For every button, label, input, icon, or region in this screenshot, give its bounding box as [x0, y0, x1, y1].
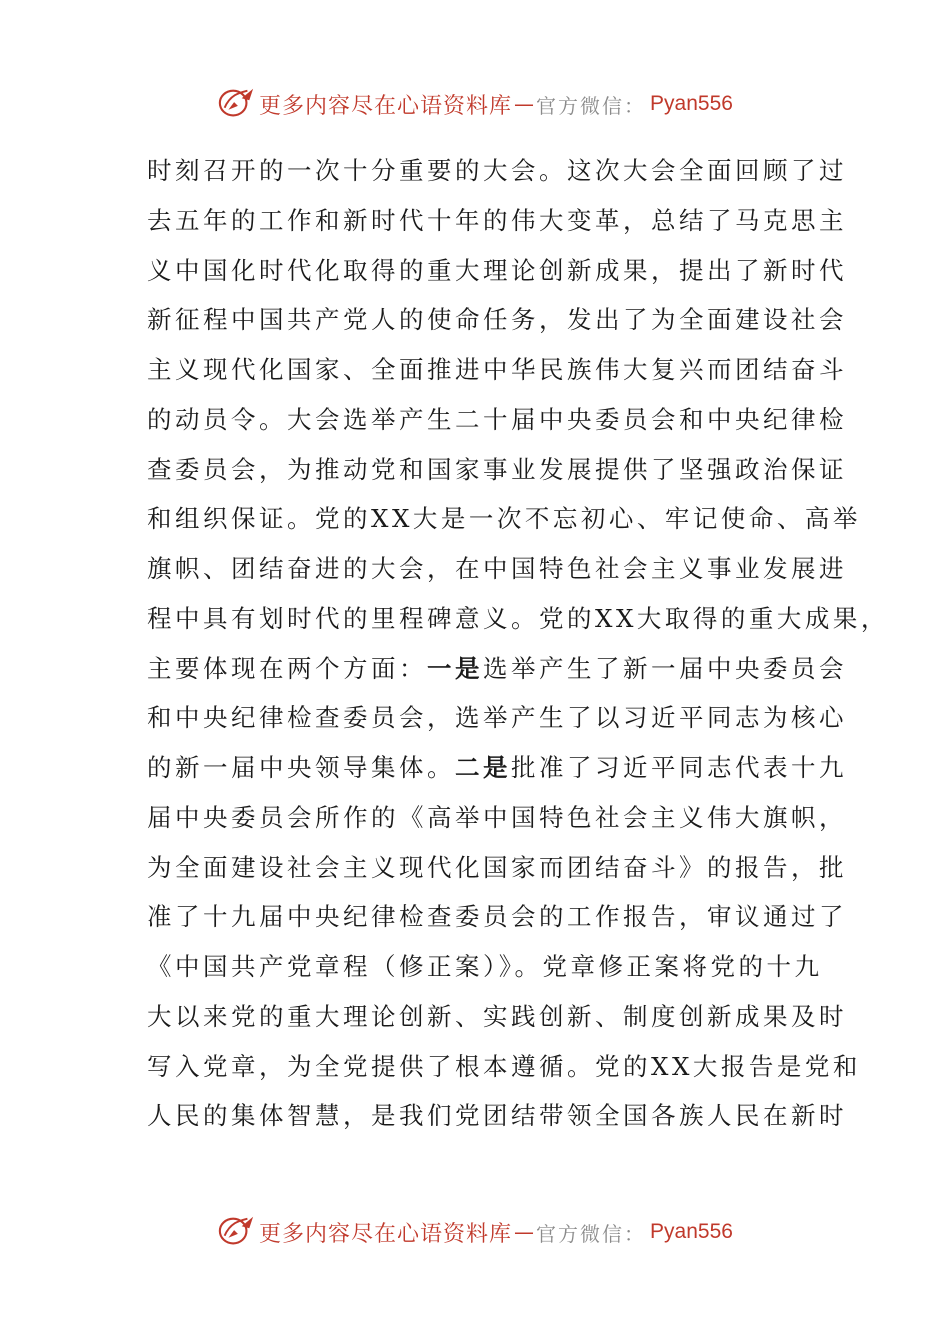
text-line: 届中央委员会所作的《高举中国特色社会主义伟大旗帜， [147, 802, 847, 832]
pen-logo-icon [217, 1213, 255, 1251]
text-line: 时刻召开的一次十分重要的大会。这次大会全面回顾了过 [147, 156, 847, 185]
text-line: 大以来党的重大理论创新、实践创新、制度创新成果及时 [147, 1001, 847, 1031]
text-segment: 主要体现在两个方面： [147, 653, 427, 683]
text-line: 查委员会，为推动党和国家事业发展提供了坚强政治保证 [147, 454, 847, 484]
text-segment: 批准了习近平同志代表十九 [511, 753, 847, 782]
text-line: 人民的集体智慧，是我们党团结带领全国各族人民在新时 [147, 1101, 847, 1131]
footer-wechat-label: 官方微信： [536, 1221, 647, 1246]
text-line: 的动员令。大会选举产生二十届中央委员会和中央纪律检 [147, 404, 847, 434]
text-line: 旗帜、团结奋进的大会，在中国特色社会主义事业发展进 [147, 554, 847, 583]
text-line [147, 743, 847, 793]
emphasis-marker: 二是 [455, 753, 511, 782]
pen-logo-icon [217, 85, 255, 123]
emphasis-marker: 一是 [427, 653, 483, 683]
text-line: 去五年的工作和新时代十年的伟大变革，总结了马克思主 [147, 205, 847, 235]
text-line: 和组织保证。党的XX大是一次不忘初心、牢记使命、高举 [147, 504, 861, 534]
text-line: 程中具有划时代的里程碑意义。党的XX大取得的重大成果， [147, 603, 889, 633]
header-brand: 更多内容尽在心语资料库 [259, 93, 513, 119]
header-wechat-id: Pyan556 [650, 92, 733, 115]
text-line [147, 644, 847, 694]
text-line: 和中央纪律检查委员会，选举产生了以习近平同志为核心 [147, 703, 847, 733]
footer-brand: 更多内容尽在心语资料库 [259, 1221, 513, 1247]
header-wechat-label: 官方微信： [536, 93, 647, 118]
footer-banner [0, 1210, 950, 1254]
footer-dash: — [514, 1220, 535, 1244]
text-line: 新征程中国共产党人的使命任务，发出了为全面建设社会 [147, 305, 847, 335]
text-line: 《中国共产党章程（修正案）》。党章修正案将党的十九 [147, 952, 823, 981]
text-line: 准了十九届中央纪律检查委员会的工作报告，审议通过了 [147, 902, 847, 932]
text-line: 为全面建设社会主义现代化国家而团结奋斗》的报告，批 [147, 852, 847, 882]
document-body [147, 146, 889, 1141]
text-segment: 的新一届中央领导集体。 [147, 753, 455, 782]
header-dash: — [514, 92, 535, 116]
text-line: 义中国化时代化取得的重大理论创新成果，提出了新时代 [147, 255, 847, 285]
footer-wechat-id: Pyan556 [650, 1220, 733, 1243]
text-line: 主义现代化国家、全面推进中华民族伟大复兴而团结奋斗 [147, 355, 847, 384]
text-line: 写入党章，为全党提供了根本遵循。党的XX大报告是党和 [147, 1051, 861, 1081]
text-segment: 选举产生了新一届中央委员会 [483, 653, 847, 683]
header-banner [0, 82, 950, 126]
